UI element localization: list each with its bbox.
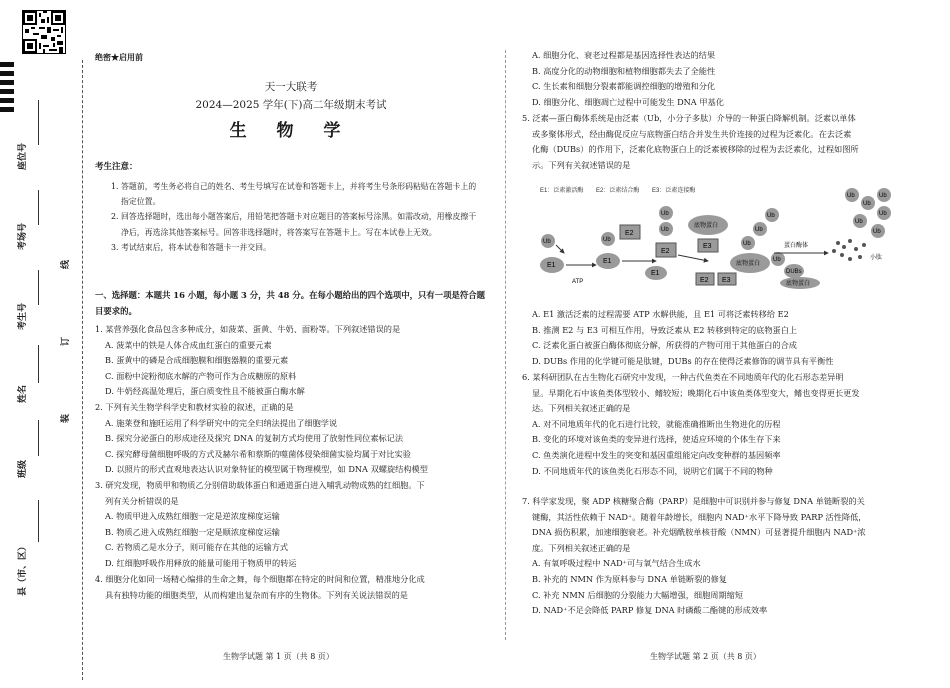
option-a[interactable]: A. E1 激活泛素的过程需要 ATP 水解供能，且 E1 可将泛素转移给 E2 (532, 309, 789, 319)
class-field[interactable]: 班级 (28, 420, 68, 478)
notice-list (111, 179, 481, 255)
exam-organizer: 天一大联考 (264, 81, 318, 93)
cut-mark-bind: 订 (61, 336, 72, 347)
svg-text:E3: E3 (722, 277, 731, 284)
question-stem-cont: 或多聚体形式，经由酶促反应与底物蛋白结合并发生共价连接的过程为泛素化。在去泛素 (532, 128, 852, 139)
confidential-mark: 绝密★启用前 (95, 52, 143, 62)
question-stem: 4. 细胞分化如同一场精心编排的生命之舞，每个细胞都在特定的时间和位置，精准地分化成 (95, 574, 425, 584)
notice-item: 2. 回答选择题时，选出每小题答案后，用铅笔把答题卡对应题目的答案标号涂黑。如需改动，用橡皮擦干净后，再选涂其他答案标号。回答非选择题时，将答案写在答题卡上。写在本试卷上无效。 (111, 212, 477, 237)
name-field[interactable]: 姓名 (28, 345, 68, 403)
notice-item: 3. 考试结束后，将本试卷和答题卡一并交回。 (111, 242, 271, 252)
svg-text:Ub: Ub (743, 241, 751, 247)
question-6 (522, 370, 914, 479)
option-c[interactable]: C. 探究酵母菌细胞呼吸的方式及赫尔希和蔡斯的噬菌体侵染细菌实验均属于对比实验 (105, 448, 411, 459)
question-5 (522, 111, 914, 173)
option-c[interactable]: C. 补充 NMN 后细胞的分裂能力大幅增强，细胞周期缩短 (532, 589, 744, 600)
svg-text:Ub: Ub (873, 229, 881, 235)
subject-title: 生 物 学 (229, 121, 353, 141)
svg-text:E2: E2 (700, 277, 709, 284)
proteasome-label: 蛋白酶体 (784, 243, 809, 249)
option-c[interactable]: C. 生长素和细胞分裂素都能调控细胞的增殖和分化 (532, 81, 716, 92)
legend-e2: E2：泛素结合酶 (596, 188, 640, 194)
section-heading: 一、选择题：本题共 16 小题，每小题 3 分，共 48 分。在每小题给出的四个选项中，只有一项是符合题目要求的。 (95, 290, 486, 316)
option-b[interactable]: B. 变化的环境对该鱼类的变异进行选择，使适应环境的个体生存下来 (532, 434, 781, 445)
question-stem: 7. 科学家发现，聚 ADP 核糖聚合酶（PARP）是细胞中可识别并参与修复 DNA 单链断裂的关 (522, 496, 865, 506)
option-d[interactable]: D. 不同地质年代的该鱼类化石形态不同，说明它们属于不同的物种 (532, 465, 773, 476)
option-d[interactable]: D. DUBs 作用的化学键可能是肽键，DUBs 的存在使得泛素修饰的调节具有平衡性 (532, 355, 834, 366)
svg-text:E1: E1 (603, 258, 612, 265)
notice-item: 1. 答题前，考生务必将自己的姓名、考生号填写在试卷和答题卡上，并将考生号条形码粘贴在答题卡上的指定位置。 (111, 182, 477, 207)
exam-room-field[interactable]: 考场号 (28, 190, 68, 250)
question-stem-cont: 度。下列相关叙述正确的是 (532, 542, 631, 553)
svg-text:Ub: Ub (879, 193, 887, 199)
question-stem-cont: 列有关分析错误的是 (105, 495, 179, 506)
county-field[interactable]: 县（市、区） (28, 500, 68, 596)
svg-text:E1: E1 (651, 270, 660, 277)
svg-text:Ub: Ub (755, 227, 763, 233)
question-stem: 1. 某营养强化食品包含多种成分，如菠菜、蛋黄、牛奶、面粉等。下列叙述错误的是 (95, 324, 401, 334)
svg-text:底物蛋白: 底物蛋白 (786, 281, 811, 287)
option-d[interactable]: D. 牛奶经高温处理后，蛋白质变性且不能被蛋白酶水解 (105, 386, 305, 397)
page-footer: 生物学试题 第 1 页（共 8 页） (223, 652, 334, 661)
option-d[interactable]: D. 红细胞呼吸作用释放的能量可能用于物质甲的转运 (105, 557, 297, 568)
option-c[interactable]: C. 鱼类演化进程中发生的突变和基因重组能定向改变种群的基因频率 (532, 449, 781, 460)
question-5-options (522, 307, 914, 369)
arrow (556, 245, 564, 253)
option-a[interactable]: A. 对不同地质年代的化石进行比较，就能准确推断出生物进化的历程 (532, 418, 781, 429)
question-stem: 2. 下列有关生物学科学史和教材实验的叙述，正确的是 (95, 402, 294, 412)
option-a[interactable]: A. 细胞分化、衰老过程都是基因选择性表达的结果 (532, 50, 716, 60)
svg-text:底物蛋白: 底物蛋白 (736, 261, 761, 267)
legend-e3: E3：泛素连接酶 (652, 188, 696, 194)
question-stem: 5. 泛素—蛋白酶体系统是由泛素（Ub，小分子多肽）介导的一种蛋白降解机制。泛素以单体 (522, 113, 856, 123)
question-stem-cont: 达。下列相关叙述正确的是 (532, 403, 631, 414)
ub-label: Ub (543, 239, 551, 245)
option-b[interactable]: B. 蛋黄中的磷是合成细胞膜和细胞器膜的重要元素 (105, 355, 289, 366)
ubiquitin-diagram (538, 183, 908, 289)
notice-title: 考生注意： (95, 162, 138, 172)
option-a[interactable]: A. 施莱登和施旺运用了科学研究中的完全归纳法提出了细胞学说 (105, 417, 338, 428)
svg-text:Ub: Ub (847, 193, 855, 199)
option-b[interactable]: B. 物质乙进入成熟红细胞一定是顺浓度梯度运输 (105, 526, 280, 537)
cut-mark-install: 装 (61, 413, 72, 424)
option-d[interactable]: D. NAD⁺不足会降低 PARP 修复 DNA 时磷酸二酯键的形成效率 (532, 605, 768, 616)
question-4 (95, 572, 487, 603)
option-c[interactable]: C. 面粉中淀粉彻底水解的产物可作为合成糖原的原料 (105, 370, 297, 381)
qr-code (22, 10, 66, 54)
option-b[interactable]: B. 探究分泌蛋白的形成途径及探究 DNA 的复制方式均使用了放射性同位素标记法 (105, 433, 404, 444)
question-stem-cont: 化酶（DUBs）的作用下，泛素化底物蛋白上的泛素被移除的过程为去泛素化，过程如图所 (532, 144, 859, 155)
page-footer: 生物学试题 第 2 页（共 8 页） (650, 652, 761, 661)
svg-text:E2: E2 (661, 248, 670, 255)
exam-name: 2024—2025 学年(下)高二年级期末考试 (195, 99, 387, 111)
svg-text:DUBs: DUBs (786, 269, 802, 275)
binding-strip (0, 0, 92, 688)
question-stem-cont: 具有独特功能的细胞类型，从而构建出复杂而有序的生物体。下列有关说法错误的是 (105, 589, 408, 600)
svg-text:Ub: Ub (767, 213, 775, 219)
svg-text:Ub: Ub (855, 219, 863, 225)
option-a[interactable]: A. 有氧呼吸过程中 NAD⁺可与氧气结合生成水 (532, 558, 701, 569)
svg-text:E3: E3 (703, 243, 712, 250)
question-3 (95, 478, 487, 572)
candidate-number-field[interactable]: 考生号 (28, 270, 68, 330)
option-a[interactable]: A. 菠菜中的铁是人体合成血红蛋白的重要元素 (105, 339, 272, 350)
svg-text:Ub: Ub (863, 201, 871, 207)
question-2 (95, 400, 487, 478)
atp-label: ATP (572, 279, 584, 285)
seat-number-field[interactable]: 座位号 (28, 100, 68, 170)
option-b[interactable]: B. 高度分化的动物细胞和植物细胞都失去了全能性 (532, 65, 716, 76)
option-b[interactable]: B. 推测 E2 与 E3 可相互作用，导致泛素从 E2 转移到特定的底物蛋白上 (532, 324, 798, 335)
alignment-stripes (0, 62, 14, 116)
binding-line (82, 60, 83, 680)
svg-text:Ub: Ub (661, 211, 669, 217)
option-d[interactable]: D. 以照片的形式直观地表达认识对象特征的模型属于物理模型，如 DNA 双螺旋结构模型 (105, 464, 428, 475)
peptide-label: 小肽 (870, 255, 883, 261)
question-stem-cont: 示。下列有关叙述错误的是 (532, 159, 631, 170)
question-1 (95, 322, 487, 400)
question-4-options (522, 48, 914, 110)
svg-text:Ub: Ub (879, 211, 887, 217)
svg-text:E2: E2 (625, 230, 634, 237)
legend-e1: E1：泛素激活酶 (540, 188, 584, 194)
arrow (678, 255, 708, 261)
svg-text:Ub: Ub (603, 237, 611, 243)
question-stem: 6. 某科研团队在古生物化石研究中发现，一种古代鱼类在不同地质年代的化石形态差异明 (522, 372, 844, 382)
e1-label: E1 (547, 262, 556, 269)
question-stem-cont: 键酶，其活性依赖于 NAD⁺。随着年龄增长，细胞内 NAD⁺水平下降导致 PARP 活性降低， (532, 511, 867, 522)
option-a[interactable]: A. 物质甲进入成熟红细胞一定是逆浓度梯度运输 (105, 511, 280, 522)
cut-mark-line: 线 (61, 259, 72, 270)
svg-text:Ub: Ub (661, 227, 669, 233)
svg-text:Ub: Ub (773, 257, 781, 263)
option-d[interactable]: D. 细胞分化、细胞凋亡过程中可能发生 DNA 甲基化 (532, 96, 724, 107)
option-c[interactable]: C. 若物质乙是水分子，则可能存在其他的运输方式 (105, 542, 289, 553)
question-stem-cont: 显。早期化石中该鱼类体型较小、鳍较短；晚期化石中该鱼类体型变大，鳍也变得更长更发 (532, 387, 860, 398)
svg-text:底物蛋白: 底物蛋白 (694, 223, 719, 229)
small-peptides (832, 239, 866, 261)
option-c[interactable]: C. 泛素化蛋白被蛋白酶体彻底分解，所获得的产物可用于其他蛋白的合成 (532, 340, 797, 351)
question-stem-cont: DNA 损伤积累，加速细胞衰老。补充烟酰胺单核苷酸（NMN）可显著提升细胞内 NAD⁺浓 (532, 527, 866, 538)
column-divider (505, 50, 506, 640)
question-stem: 3. 研究发现，物质甲和物质乙分别借助载体蛋白和通道蛋白进入哺乳动物成熟的红细胞。下 (95, 480, 425, 490)
option-b[interactable]: B. 补充的 NMN 作为原料参与 DNA 单链断裂的修复 (532, 573, 727, 584)
question-7 (522, 494, 914, 619)
